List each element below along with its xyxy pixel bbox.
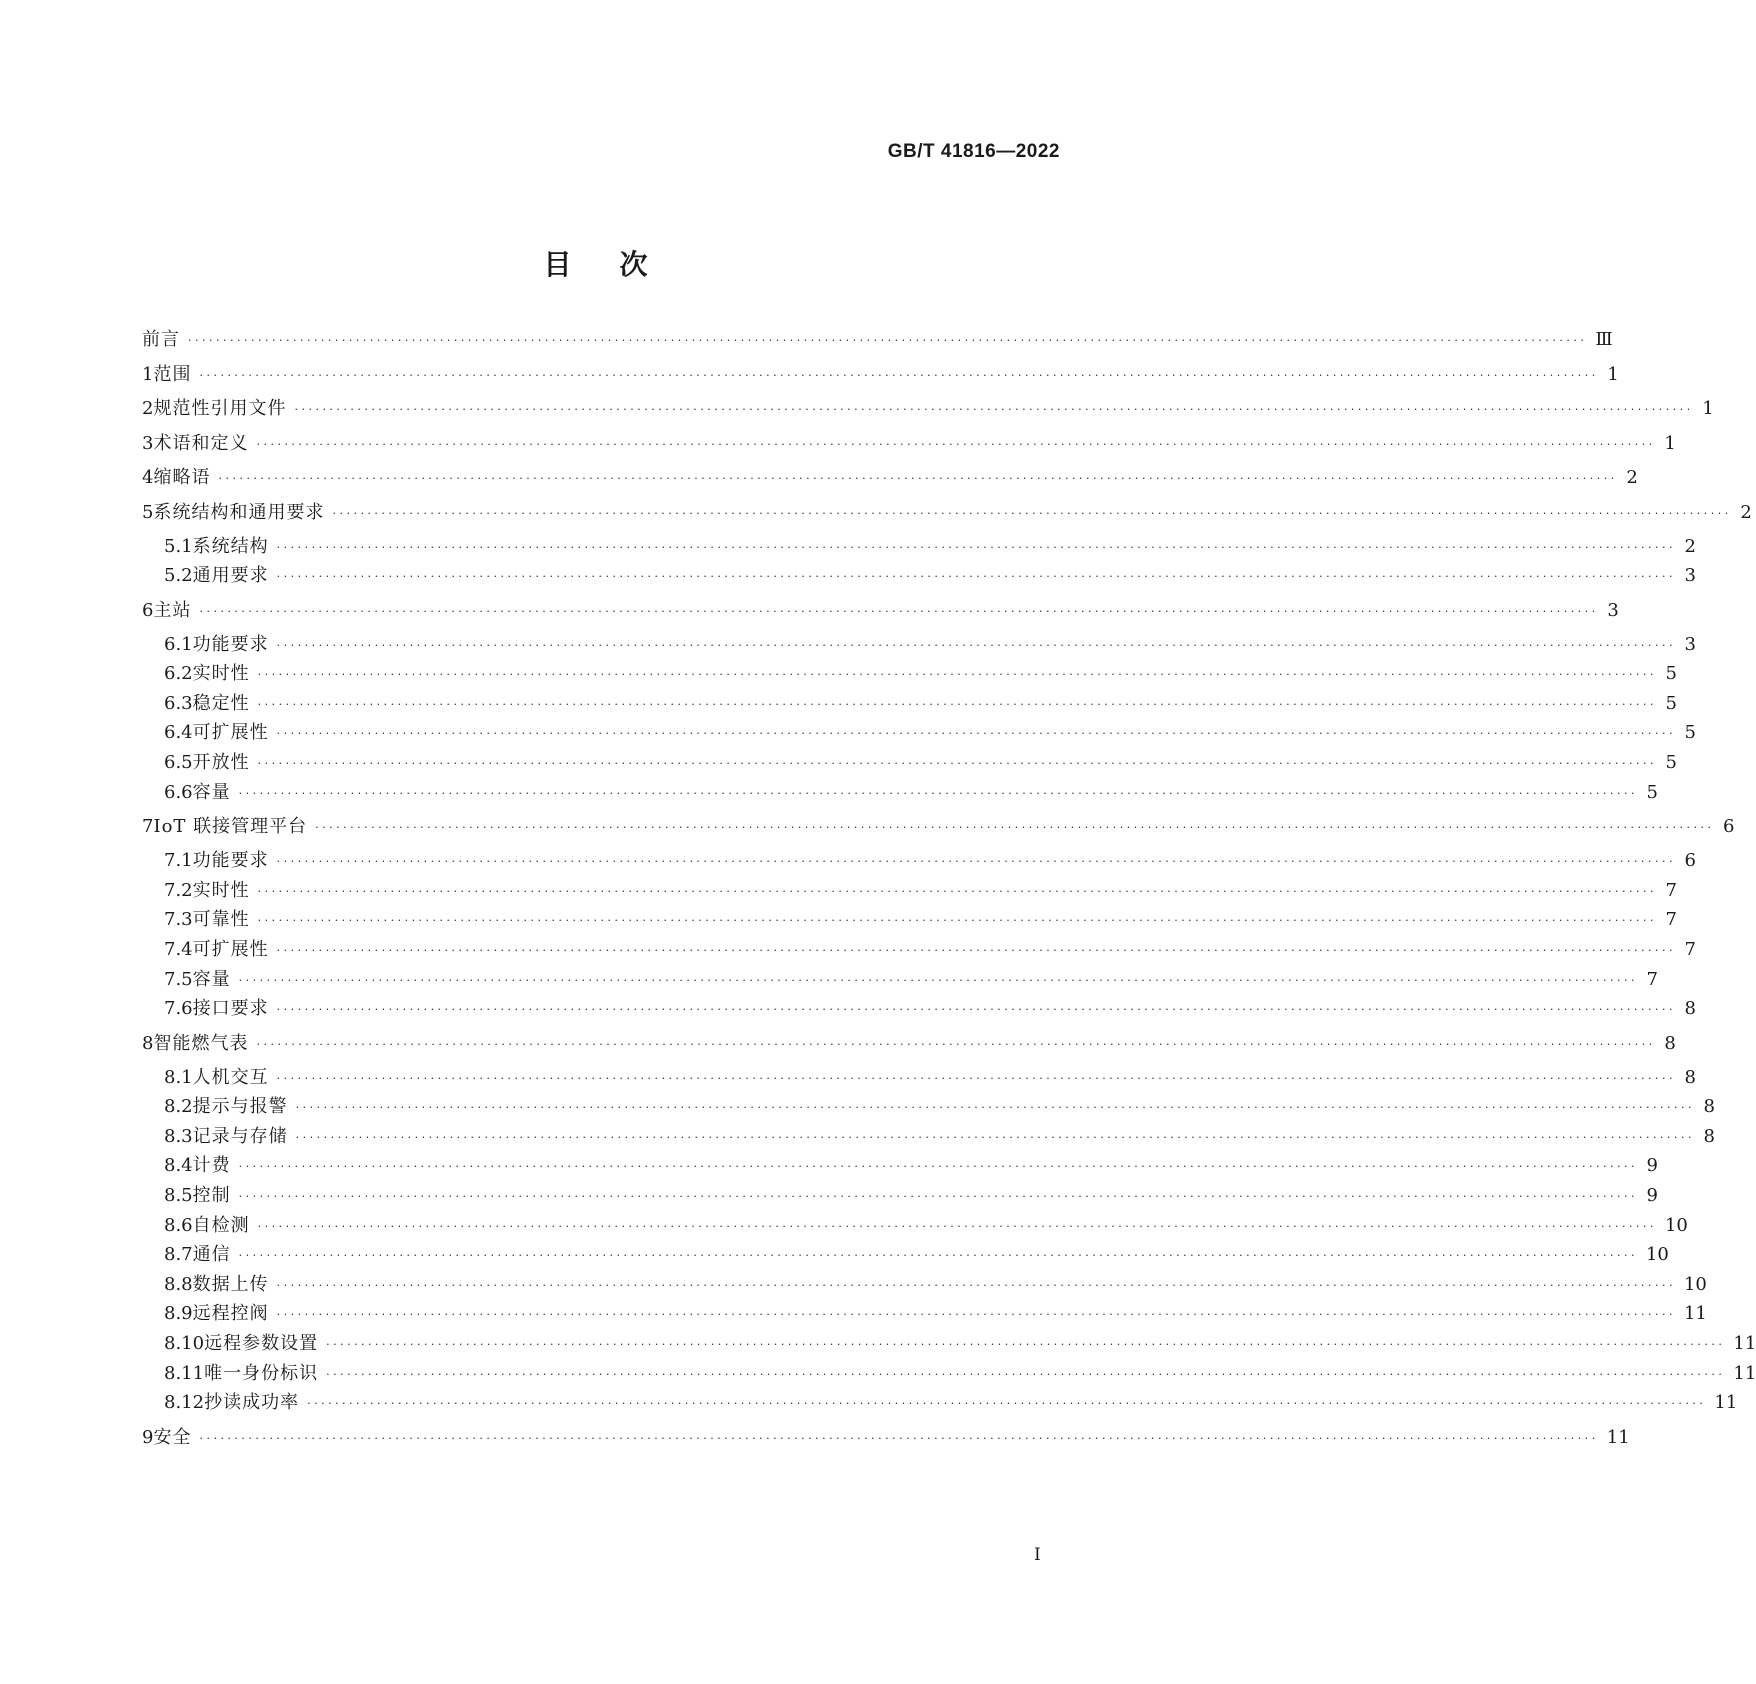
toc-entry-number: 6.3 — [164, 692, 193, 714]
toc-entry[interactable] — [142, 966, 1658, 994]
toc-entry-number: 6.4 — [164, 722, 193, 744]
toc-entry-page: 11 — [1606, 1426, 1630, 1448]
toc-dot-leader: ········································································································································································································ — [276, 1071, 1676, 1085]
toc-entry-number: 8.3 — [164, 1125, 193, 1147]
toc-entry[interactable] — [142, 1300, 1707, 1328]
toc-entry-label: 功能要求 — [192, 850, 269, 872]
toc-dot-leader: ········································································································································································································ — [276, 638, 1676, 652]
toc-entry-label: 开放性 — [192, 752, 250, 773]
toc-entry-page: 6 — [1684, 850, 1696, 872]
toc-entry-number: 6.5 — [164, 752, 193, 773]
toc-entry-label: 容量 — [192, 968, 231, 990]
toc-entry-label: 提示与报警 — [192, 1096, 288, 1118]
toc-entry-number: 8.4 — [164, 1155, 193, 1177]
toc-entry-page: 3 — [1684, 565, 1696, 587]
toc-entry-number: 4 — [142, 467, 154, 488]
toc-entry-number: 5 — [142, 501, 154, 523]
toc-entry-label: 唯一身份标识 — [204, 1362, 319, 1384]
toc-entry-page: 8 — [1703, 1096, 1715, 1118]
toc-entry-page: 6 — [1723, 816, 1735, 838]
toc-entry-number: 7.1 — [164, 850, 193, 872]
toc-entry[interactable] — [142, 813, 1735, 841]
toc-dot-leader: ········································································································································································································ — [326, 1338, 1726, 1351]
toc-entry-label: 抄读成功率 — [204, 1392, 300, 1414]
toc-entry-number: 6 — [142, 599, 154, 621]
toc-entry-number: 3 — [142, 432, 154, 454]
page-title: 目次 — [543, 248, 696, 281]
toc-dot-leader: ········································································································································································································ — [307, 1397, 1707, 1411]
toc-entry[interactable] — [142, 1360, 1756, 1388]
toc-dot-leader: ········································································································································································································ — [294, 403, 1694, 416]
toc-dot-leader: ········································································································································································································ — [199, 604, 1599, 618]
toc-entry-label: 远程控阀 — [192, 1303, 269, 1325]
toc-entry-page: 2 — [1740, 501, 1752, 523]
toc-entry-label: 智能燃气表 — [153, 1032, 249, 1054]
toc-entry[interactable] — [142, 749, 1677, 777]
toc-dot-leader: ········································································································································································································ — [257, 884, 1657, 898]
toc-entry-number: 8.11 — [164, 1362, 205, 1384]
toc-entry-number: 7.6 — [164, 998, 193, 1020]
toc-entry-label: 主站 — [153, 599, 192, 621]
toc-dot-leader: ········································································································································································································ — [276, 943, 1676, 957]
toc-entry-number: 8.10 — [164, 1333, 205, 1354]
toc-entry[interactable] — [142, 533, 1696, 561]
toc-entry-page: 11 — [1683, 1303, 1707, 1325]
toc-entry-page: 8 — [1664, 1032, 1676, 1054]
toc-entry-label: 可扩展性 — [192, 722, 269, 744]
toc-entry-number: 9 — [142, 1426, 154, 1448]
toc-dot-leader: ········································································································································································································ — [295, 1130, 1695, 1144]
toc-dot-leader: ········································································································································································································ — [238, 1190, 1638, 1203]
toc-entry-label: 接口要求 — [192, 998, 269, 1020]
toc-dot-leader: ········································································································································································································ — [257, 697, 1657, 711]
toc-entry-number: 7 — [142, 816, 154, 838]
toc-entry[interactable] — [142, 326, 1613, 354]
toc-dot-leader: ········································································································································································································ — [199, 1431, 1599, 1445]
toc-dot-leader: ········································································································································································································ — [276, 855, 1676, 869]
toc-entry-label: 术语和定义 — [153, 432, 249, 454]
toc-entry-page: 10 — [1683, 1273, 1707, 1295]
toc-dot-leader: ········································································································································································································ — [257, 757, 1657, 770]
toc-dot-leader: ········································································································································································································ — [257, 914, 1657, 928]
toc-entry[interactable] — [142, 562, 1696, 590]
toc-entry[interactable] — [142, 847, 1696, 875]
toc-dot-leader: ········································································································································································································ — [276, 1003, 1676, 1017]
toc-dot-leader: ········································································································································································································ — [218, 472, 1618, 485]
toc-entry[interactable] — [142, 464, 1638, 492]
toc-entry-label: 远程参数设置 — [204, 1333, 319, 1354]
toc-dot-leader: ········································································································································································································ — [332, 506, 1732, 520]
toc-entry-label: 实时性 — [192, 663, 250, 685]
toc-entry-page: 11 — [1733, 1333, 1756, 1354]
toc-entry-page: 10 — [1645, 1244, 1669, 1266]
toc-entry[interactable] — [142, 499, 1752, 527]
toc-entry-number: 6.2 — [164, 663, 193, 685]
toc-dot-leader: ········································································································································································································ — [199, 368, 1599, 382]
toc-entry-label: 系统结构和通用要求 — [153, 501, 325, 523]
toc-dot-leader: ········································································································································································································ — [256, 437, 1656, 451]
toc-entry-label: 控制 — [192, 1185, 231, 1206]
toc-entry-label: 可扩展性 — [192, 938, 269, 960]
toc-entry[interactable] — [142, 779, 1658, 807]
toc-entry-number: 7.2 — [164, 879, 193, 901]
toc-entry[interactable] — [142, 995, 1696, 1023]
toc-entry[interactable] — [142, 1182, 1658, 1210]
toc-dot-leader: ········································································································································································································ — [238, 786, 1638, 800]
toc-entry[interactable] — [142, 361, 1619, 389]
toc-dot-leader: ········································································································································································································ — [276, 1308, 1676, 1322]
toc-entry[interactable] — [142, 1389, 1738, 1417]
toc-entry-page: 1 — [1607, 363, 1619, 385]
toc-entry[interactable] — [142, 906, 1677, 934]
toc-entry[interactable] — [142, 1241, 1669, 1269]
toc-entry-label: 记录与存储 — [192, 1125, 288, 1147]
toc-entry-number: 8.7 — [164, 1244, 193, 1266]
toc-entry-label: 计费 — [192, 1155, 231, 1177]
toc-entry-page: 2 — [1684, 535, 1696, 557]
toc-entry[interactable] — [142, 877, 1677, 905]
toc-entry-label: 容量 — [192, 781, 231, 803]
toc-entry-number: 8 — [142, 1032, 154, 1054]
toc-entry-number: 8.6 — [164, 1214, 193, 1236]
toc-entry[interactable] — [142, 1093, 1715, 1121]
toc-dot-leader: ········································································································································································································ — [276, 540, 1676, 554]
toc-entry-page: 5 — [1684, 722, 1696, 744]
toc-entry-page: 8 — [1684, 1066, 1696, 1088]
toc-dot-leader: ········································································································································································································ — [257, 668, 1657, 682]
toc-entry[interactable] — [142, 936, 1696, 964]
toc-entry[interactable] — [142, 395, 1714, 423]
toc-dot-leader: ········································································································································································································ — [276, 1278, 1676, 1292]
toc-entry[interactable] — [142, 1271, 1707, 1299]
toc-entry[interactable] — [142, 631, 1696, 659]
toc-entry-label: 功能要求 — [192, 633, 269, 655]
toc-entry-number: 2 — [142, 398, 154, 419]
toc-entry-label: 安全 — [153, 1426, 192, 1448]
toc-entry-page: 3 — [1607, 599, 1619, 621]
toc-entry-number: 6.6 — [164, 781, 193, 803]
toc-entry-page: 11 — [1714, 1392, 1738, 1414]
toc-dot-leader: ········································································································································································································ — [315, 821, 1715, 835]
toc-entry-page: 5 — [1665, 692, 1677, 714]
toc-entry-label: 缩略语 — [153, 467, 211, 488]
toc-entry-label: 数据上传 — [192, 1273, 269, 1295]
toc-entry-number: 5.1 — [164, 535, 193, 557]
toc-entry[interactable] — [142, 1330, 1756, 1358]
toc-entry[interactable] — [142, 1212, 1688, 1240]
toc-entry-page: 5 — [1646, 781, 1658, 803]
toc-entry-number: 8.5 — [164, 1185, 193, 1206]
toc-dot-leader: ········································································································································································································ — [295, 1101, 1695, 1115]
toc-entry-number: 8.12 — [164, 1392, 205, 1414]
standard-number: GB/T 41816—2022 — [887, 141, 1060, 162]
toc-entry-number: 1 — [142, 363, 154, 385]
toc-dot-leader: ········································································································································································································ — [276, 727, 1676, 741]
toc-entry-label: 规范性引用文件 — [153, 398, 287, 419]
page-number: I — [1034, 1545, 1041, 1565]
toc-entry-page: 9 — [1646, 1185, 1658, 1206]
toc-entry-page: 8 — [1684, 998, 1696, 1020]
toc-entry-number: 8.8 — [164, 1273, 193, 1295]
toc-dot-leader: ········································································································································································································ — [188, 334, 1588, 347]
toc-dot-leader: ········································································································································································································ — [276, 570, 1676, 584]
toc-entry-label: 可靠性 — [192, 909, 250, 931]
toc-dot-leader: ········································································································································································································ — [238, 1249, 1638, 1263]
toc-entry-number: 5.2 — [164, 565, 193, 587]
toc-entry-page: 9 — [1646, 1155, 1658, 1177]
toc-entry[interactable] — [142, 660, 1677, 688]
toc-entry-page: 11 — [1733, 1362, 1756, 1384]
toc-entry-label: 通信 — [192, 1244, 231, 1266]
toc-entry-page: 3 — [1684, 633, 1696, 655]
toc-entry[interactable] — [142, 1030, 1676, 1058]
toc-entry-page: 1 — [1702, 398, 1714, 419]
toc-dot-leader: ········································································································································································································ — [257, 1219, 1657, 1233]
toc-entry-number: 7.3 — [164, 909, 193, 931]
toc-entry-number: 8.2 — [164, 1096, 193, 1118]
toc-entry-page: 8 — [1703, 1125, 1715, 1147]
toc-entry-page: 10 — [1664, 1214, 1688, 1236]
toc-entry-label: 自检测 — [192, 1214, 250, 1236]
toc-entry-page: 7 — [1665, 879, 1677, 901]
toc-entry[interactable] — [142, 719, 1696, 747]
toc-entry-label: IoT 联接管理平台 — [153, 816, 308, 838]
toc-entry[interactable] — [142, 430, 1676, 458]
toc-entry-page: 5 — [1665, 752, 1677, 773]
toc-entry[interactable] — [142, 1424, 1630, 1452]
toc-entry-number: 7.4 — [164, 938, 193, 960]
toc-entry-number: 6.1 — [164, 633, 193, 655]
toc-entry[interactable] — [142, 597, 1619, 625]
toc-entry-number: 8.9 — [164, 1303, 193, 1325]
toc-entry-label: 范围 — [153, 363, 192, 385]
toc-entry-label: 实时性 — [192, 879, 250, 901]
toc-entry-label: 前言 — [142, 329, 180, 350]
toc-entry-page: 7 — [1684, 938, 1696, 960]
toc-entry[interactable] — [142, 690, 1677, 718]
toc-entry-page: 2 — [1626, 467, 1638, 488]
toc-entry-number: 8.1 — [164, 1066, 193, 1088]
toc-entry[interactable] — [142, 1152, 1658, 1180]
toc-entry-page: 7 — [1665, 909, 1677, 931]
toc-entry-page: 7 — [1646, 968, 1658, 990]
toc-entry-page: Ⅲ — [1595, 329, 1613, 350]
toc-dot-leader: ········································································································································································································ — [238, 973, 1638, 987]
toc-entry-page: 1 — [1664, 432, 1676, 454]
toc-entry-number: 7.5 — [164, 968, 193, 990]
toc-dot-leader: ········································································································································································································ — [326, 1367, 1726, 1381]
toc-entry[interactable] — [142, 1123, 1715, 1151]
toc-entry-label: 通用要求 — [192, 565, 269, 587]
toc-dot-leader: ········································································································································································································ — [238, 1160, 1638, 1174]
toc-entry-label: 系统结构 — [192, 535, 269, 557]
toc-dot-leader: ········································································································································································································ — [256, 1037, 1656, 1051]
toc-entry-label: 稳定性 — [192, 692, 250, 714]
toc-entry[interactable] — [142, 1064, 1696, 1092]
toc-entry-label: 人机交互 — [192, 1066, 269, 1088]
toc-entry-page: 5 — [1665, 663, 1677, 685]
